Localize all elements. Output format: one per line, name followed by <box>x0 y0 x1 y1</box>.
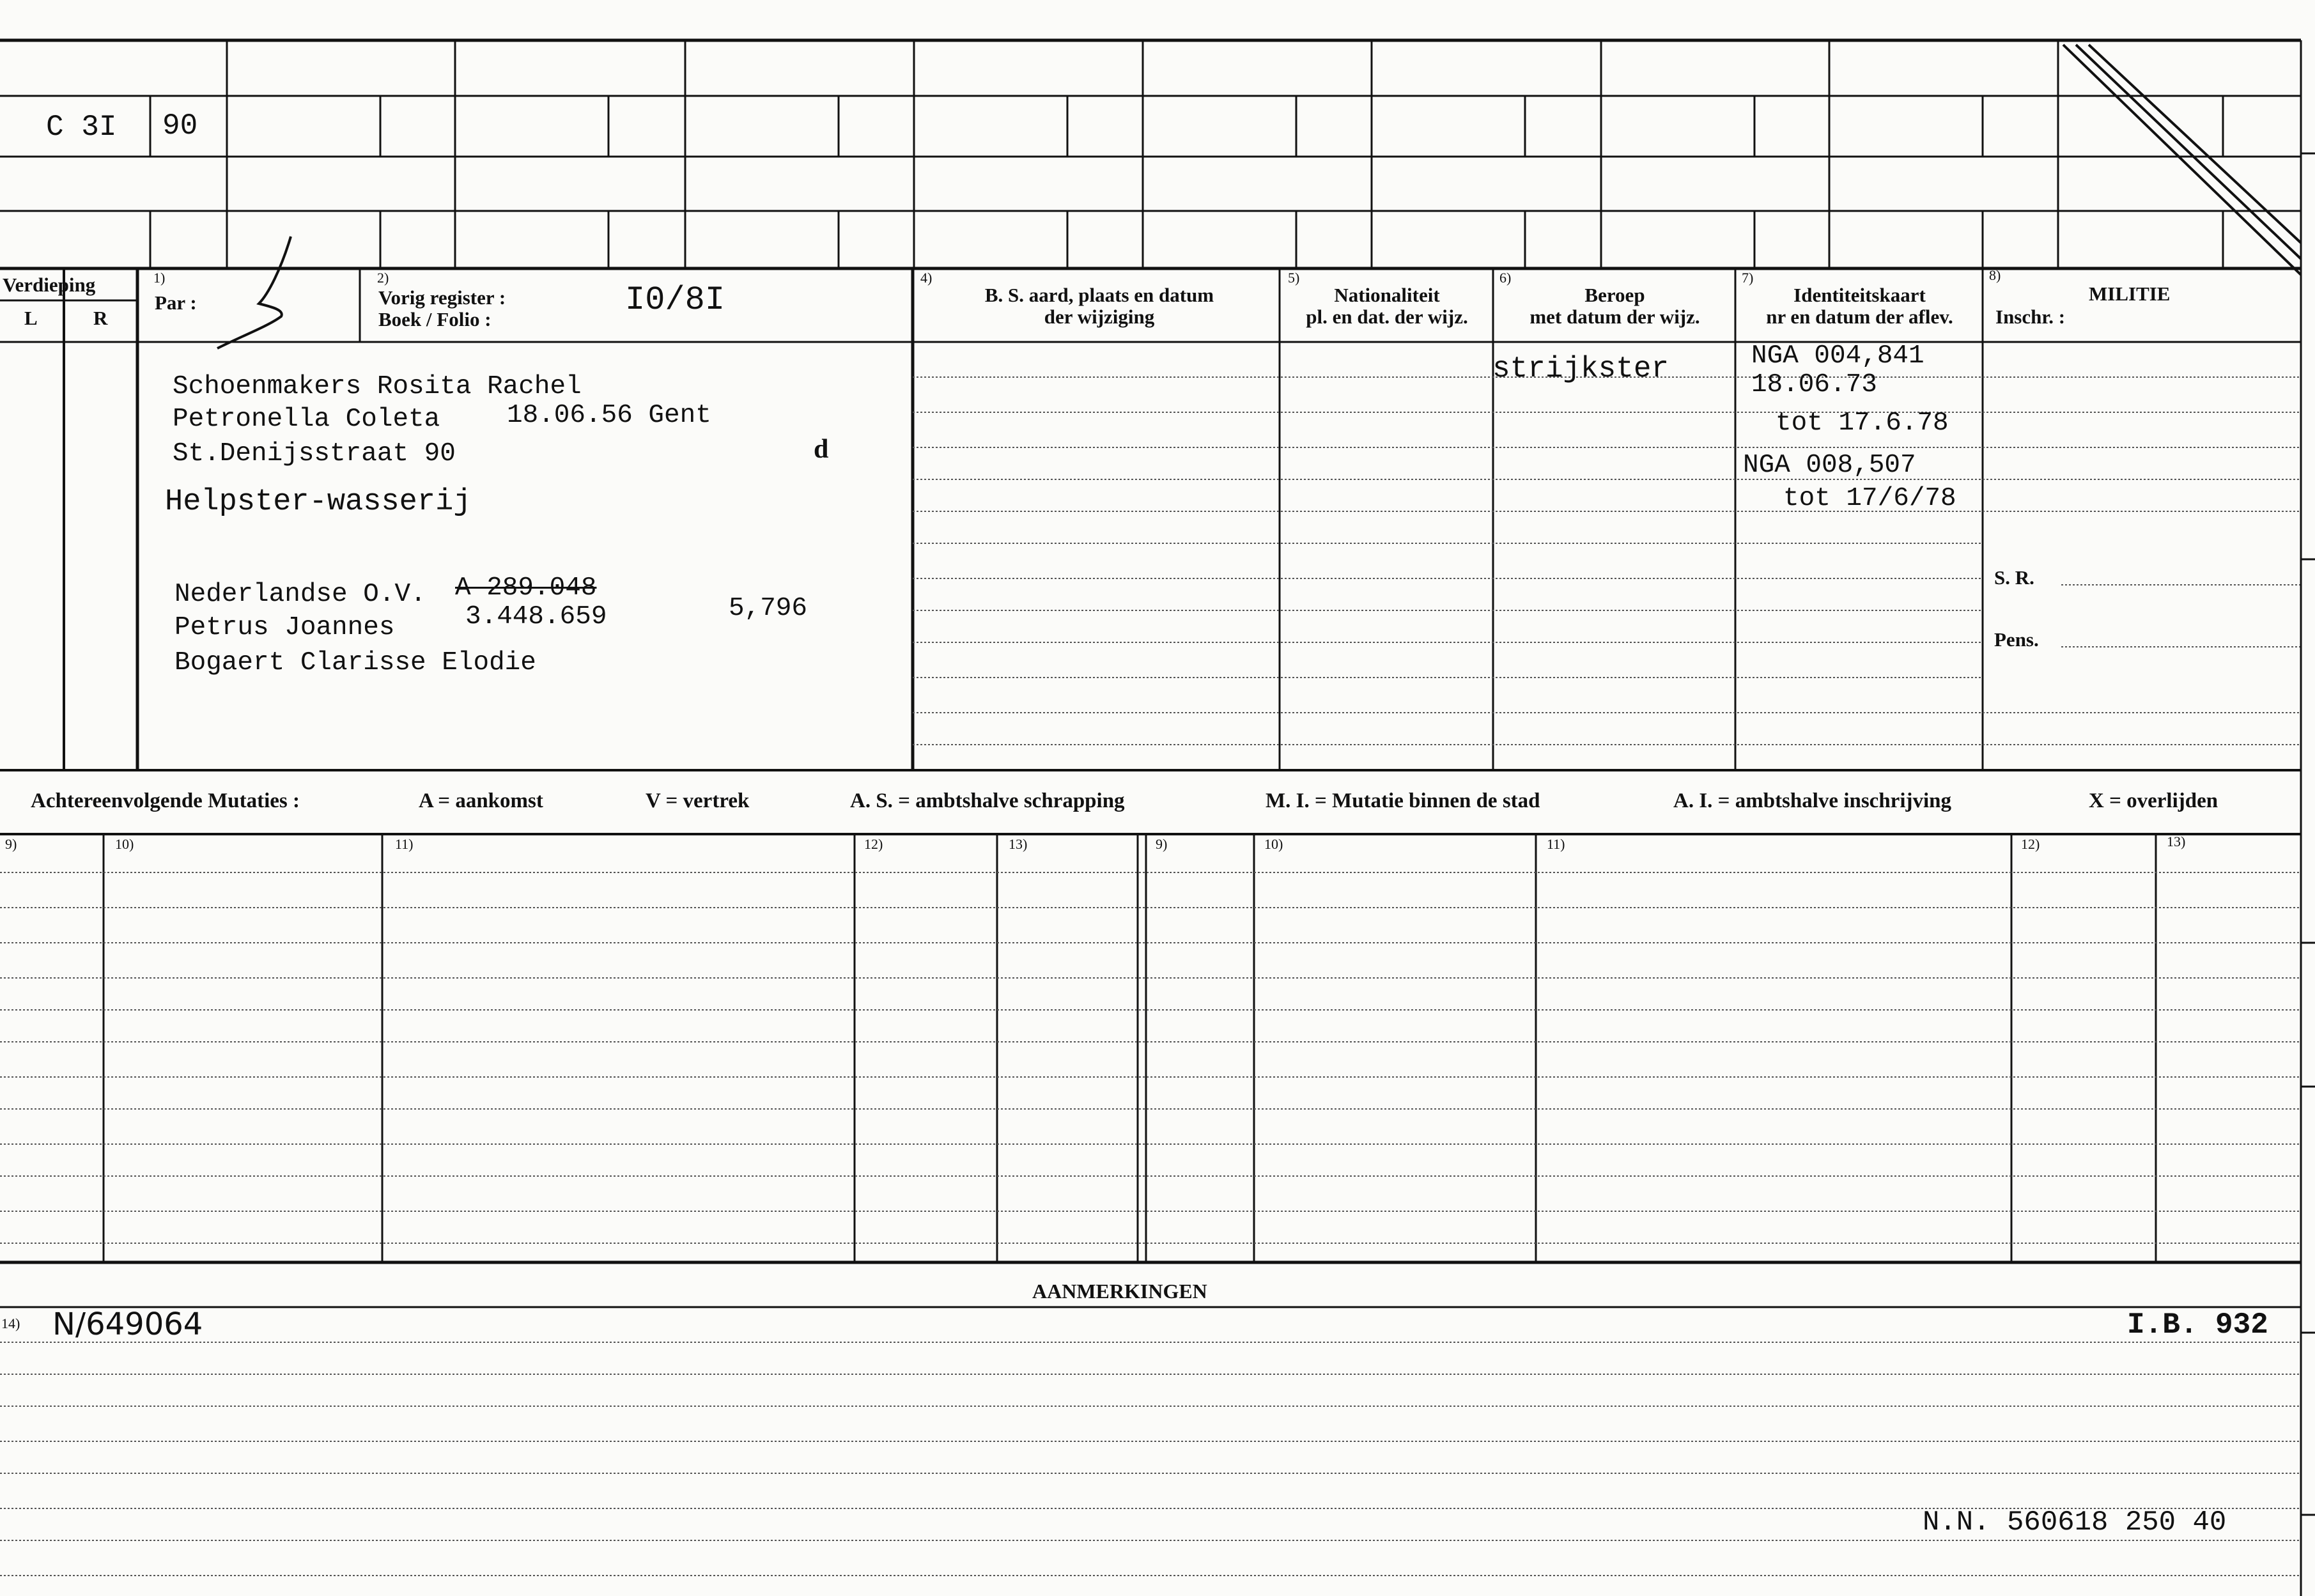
vorig-register-label: Vorig register : <box>378 286 506 309</box>
field-number-6: 6) <box>1499 270 1512 286</box>
id-card-line2: 18.06.73 <box>1751 370 1877 399</box>
beroep-line1: Beroep <box>1584 284 1645 306</box>
sr-label: S. R. <box>1994 566 2034 589</box>
aanmerkingen-title: AANMERKINGEN <box>1032 1280 1207 1303</box>
id-card-line5: tot 17/6/78 <box>1783 484 1956 513</box>
field-number-8: 8) <box>1989 267 2001 283</box>
person-occupation: Helpster-wasserij <box>165 485 472 519</box>
top-strip-cell-1: C 3I <box>46 111 117 144</box>
id-card-line1: NGA 004,841 <box>1751 341 1924 371</box>
mutaties-col-11-right: 11) <box>1547 836 1565 852</box>
field-number-2: 2) <box>377 270 389 286</box>
mutatie-ambtshalve-schrapping: A. S. = ambtshalve schrapping <box>850 789 1125 812</box>
mutaties-col-12-right: 12) <box>2021 836 2040 852</box>
verdieping-label: Verdieping <box>3 274 96 296</box>
field-number-5: 5) <box>1288 270 1300 286</box>
identiteitskaart-line1: Identiteitskaart <box>1793 284 1926 306</box>
mutaties-col-10-right: 10) <box>1264 836 1283 852</box>
mutaties-col-11-left: 11) <box>395 836 414 852</box>
mutaties-col-9-left: 9) <box>5 836 17 852</box>
side-number: 5,796 <box>729 594 808 623</box>
top-strip-cell-2: 90 <box>162 109 198 143</box>
mutaties-col-9-right: 9) <box>1156 836 1168 852</box>
mutaties-col-13-left: 13) <box>1009 836 1028 852</box>
vorig-register-value: I0/8I <box>625 281 725 319</box>
aanmerkingen-reference: N/649064 <box>52 1306 203 1342</box>
bs-header-line2: der wijziging <box>1044 306 1155 328</box>
spouse-struck-number: A 289.048 <box>455 573 597 603</box>
spouse-line2: Petrus Joannes <box>174 613 395 642</box>
par-label: Par : <box>155 291 197 314</box>
bs-header <box>920 285 1278 327</box>
ib-number: I.B. 932 <box>2127 1308 2268 1342</box>
mutatie-binnen-stad: M. I. = Mutatie binnen de stad <box>1266 789 1540 812</box>
nationaliteit-header <box>1281 285 1493 327</box>
mutatie-vertrek: V = vertrek <box>646 789 750 812</box>
nationaliteit-line2: pl. en dat. der wijz. <box>1306 306 1468 328</box>
field-number-4: 4) <box>920 270 933 286</box>
mutaties-col-12-left: 12) <box>864 836 883 852</box>
nationaliteit-line1: Nationaliteit <box>1334 284 1440 306</box>
field-number-1: 1) <box>153 270 166 286</box>
person-marker: d <box>814 435 829 464</box>
spouse-number: 3.448.659 <box>465 602 607 631</box>
boek-folio-label: Boek / Folio : <box>378 308 492 330</box>
beroep-value: strijkster <box>1492 352 1669 385</box>
mutatie-overlijden: X = overlijden <box>2089 789 2218 812</box>
militie-label: MILITIE <box>2089 283 2171 305</box>
par-handwritten-mark <box>217 236 291 348</box>
identiteitskaart-line2: nr en datum der aflev. <box>1766 306 1953 328</box>
mutatie-aankomst: A = aankomst <box>419 789 543 812</box>
id-card-line3: tot 17.6.78 <box>1776 408 1949 438</box>
person-name-line2: Petronella Coleta <box>173 405 440 434</box>
id-card-line4: NGA 008,507 <box>1743 451 1916 480</box>
spouse-line3: Bogaert Clarisse Elodie <box>174 648 536 678</box>
bs-header-line1: B. S. aard, plaats en datum <box>984 284 1214 306</box>
inschr-label: Inschr. : <box>1995 306 2066 328</box>
mutaties-title: Achtereenvolgende Mutaties : <box>31 789 300 812</box>
beroep-line2: met datum der wijz. <box>1529 306 1700 328</box>
person-address: St.Denijsstraat 90 <box>173 439 456 469</box>
identiteitskaart-header <box>1737 285 1983 327</box>
person-birth-date-place: 18.06.56 Gent <box>507 401 711 430</box>
person-name-line1: Schoenmakers Rosita Rachel <box>173 372 582 401</box>
spouse-line1: Nederlandse O.V. <box>174 580 426 609</box>
pens-label: Pens. <box>1994 628 2039 651</box>
beroep-header <box>1494 285 1735 327</box>
nn-number: N.N. 560618 250 40 <box>1923 1507 2227 1538</box>
field-number-14: 14) <box>1 1315 20 1331</box>
mutatie-ambtshalve-inschrijving: A. I. = ambtshalve inschrijving <box>1673 789 1952 812</box>
col-l-label: L <box>24 307 38 329</box>
field-number-7: 7) <box>1742 270 1754 286</box>
mutaties-col-13-right: 13) <box>2167 833 2186 849</box>
mutaties-col-10-left: 10) <box>115 836 134 852</box>
col-r-label: R <box>93 307 108 329</box>
